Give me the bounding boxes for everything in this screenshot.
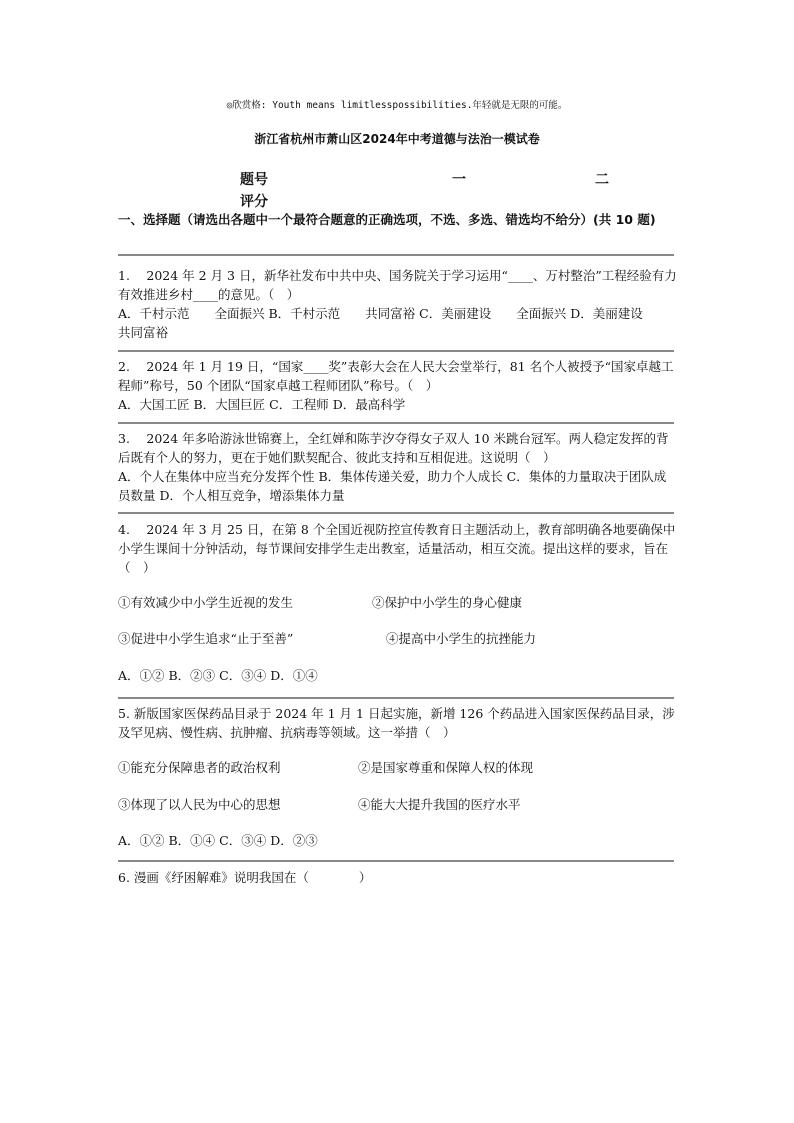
question-stem: 1. 2024 年 2 月 3 日，新华社发布中共中央、国务院关于学习运用“____、万村整治”工程经验有力有效推进乡村____的意见。（ ）	[118, 268, 677, 302]
question-4-item-4: ④提高中小学生的抗挫能力	[386, 631, 537, 646]
question-options: A．大国工匠 B．大国巨匠 C．工程师 D．最高科学	[118, 397, 406, 412]
question-4-item-2: ②保护中小学生的身心健康	[372, 595, 523, 610]
divider	[118, 422, 674, 424]
question-4-item-3: ③促进中小学生追求“止于至善”	[118, 631, 294, 646]
question-2	[118, 357, 678, 414]
question-stem: 5. 新版国家医保药品目录于 2024 年 1 月 1 日起实施，新增 126 个药品进入国家医保药品目录，涉及罕见病、慢性病、抗肿瘤、抗病毒等领域。这一举措（ ）	[118, 706, 675, 740]
question-4-item-1: ①有效减少中小学生近视的发生	[118, 595, 294, 610]
divider	[118, 350, 674, 352]
question-1	[118, 266, 678, 342]
question-3	[118, 429, 678, 505]
exam-title: 浙江省杭州市萧山区2024年中考道德与法治一模试卷	[254, 132, 540, 146]
score-table-col-one: 一	[452, 172, 466, 188]
question-options: A．个人在集体中应当充分发挥个性 B．集体传递关爱，助力个人成长 C．集体的力量取决于团队成员数量 D．个人相互竞争，增添集体力量	[118, 469, 667, 503]
divider	[118, 512, 674, 514]
score-table-row-label-number: 题号	[240, 172, 268, 188]
divider	[118, 697, 674, 699]
question-5-item-4: ④能大大提升我国的医疗水平	[358, 797, 521, 812]
question-5-options: A．①② B．①④ C．③④ D．②③	[118, 833, 318, 848]
question-stem: 6. 漫画《纾困解难》说明我国在（ ）	[118, 870, 372, 885]
motto-line: ◎欣赏格: Youth means limitlesspossibilities.年轻就是无限的可能。	[226, 100, 568, 111]
section-heading: 一、选择题（请选出各题中一个最符合题意的正确选项，不选、多选、错选均不给分）(共 10 题)	[118, 212, 656, 227]
question-options: A．千村示范 全面振兴 B．千村示范 共同富裕 C．美丽建设 全面振兴 D．美丽建设 共同富裕	[118, 306, 668, 340]
question-stem: 4. 2024 年 3 月 25 日，在第 8 个全国近视防控宣传教育日主题活动上，教育部明确各地要确保中小学生课间十分钟活动，每节课间安排学生走出教室，适量活动，相互交流。提出这样的要求，旨在（ ）	[118, 522, 676, 575]
question-5-item-2: ②是国家尊重和保障人权的体现	[358, 760, 534, 775]
question-stem: 3. 2024 年多哈游泳世锦赛上，全红婵和陈芋汐夺得女子双人 10 米跳台冠军。两人稳定发挥的背后既有个人的努力，更在于她们默契配合、彼此支持和互相促进。这说明（ ）	[118, 431, 669, 465]
question-4-options: A．①② B．②③ C．③④ D．①④	[118, 668, 318, 683]
question-6	[118, 868, 678, 887]
question-4	[118, 520, 678, 577]
divider	[118, 860, 674, 862]
question-5-item-3: ③体现了以人民为中心的思想	[118, 797, 281, 812]
score-table-col-two: 二	[595, 172, 609, 188]
divider	[118, 254, 674, 256]
score-table-row-label-score: 评分	[240, 194, 268, 210]
question-stem: 2. 2024 年 1 月 19 日，“国家____奖”表彰大会在人民大会堂举行，81 名个人被授予“国家卓越工程师”称号，50 个团队“国家卓越工程师团队”称号。（ ）	[118, 359, 674, 393]
question-5	[118, 704, 678, 742]
question-5-item-1: ①能充分保障患者的政治权利	[118, 760, 281, 775]
